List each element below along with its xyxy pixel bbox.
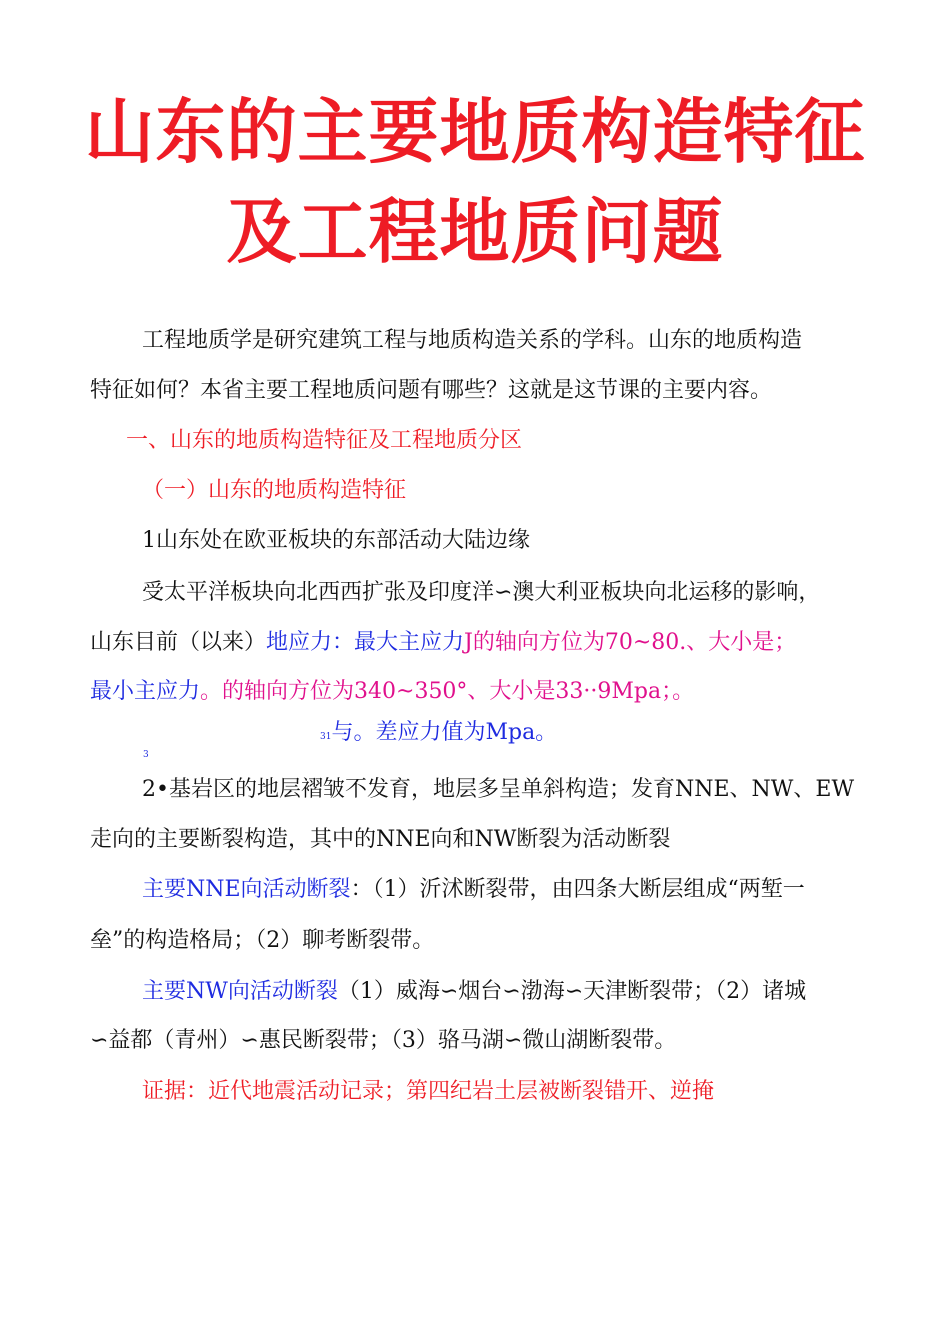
nne-faults-line-2: 垒”的构造格局；（2）聊考断裂带。: [90, 928, 435, 953]
nw-faults-line-1: [142, 977, 806, 1007]
subscript-3: 3: [143, 750, 149, 760]
document-title-line-1: 山东的主要地质构造特征: [84, 91, 866, 173]
nne-faults-text: ：（1）沂沭断裂带，由四条大断层组成“两堑一: [350, 877, 805, 902]
point-1-line-2: [90, 628, 796, 658]
nne-faults-line-1: [142, 875, 805, 905]
subsection-heading-1: （一）山东的地质构造特征: [142, 478, 407, 503]
point-2-line-2: 走向的主要断裂构造，其中的NNE向和NW断裂为活动断裂: [90, 827, 671, 852]
diff-stress-text: 与。差应力值为Mpa。: [331, 720, 558, 745]
intro-line-2: 特征如何？本省主要工程地质问题有哪些？这就是这节课的主要内容。: [90, 378, 773, 403]
max-stress-text: J的轴向方位为70~80.、大小是；: [464, 630, 797, 655]
point-1-heading: 1山东处在欧亚板块的东部活动大陆边缘: [142, 528, 530, 553]
nw-faults-text: （1）威海∽烟台∽渤海∽天津断裂带；（2）诸城: [337, 979, 807, 1004]
point-1-line-3: [90, 677, 694, 707]
point-1-line-1: 受太平洋板块向北西西扩张及印度洋∽澳大利亚板块向北运移的影响，: [142, 580, 821, 605]
intro-line-1: 工程地质学是研究建筑工程与地质构造关系的学科。山东的地质构造: [142, 328, 803, 353]
min-stress-label: 最小主应力: [90, 679, 201, 704]
nw-faults-line-2: ∽益都（青州）∽惠民断裂带；（3）骆马湖∽微山湖断裂带。: [90, 1028, 677, 1053]
nw-faults-label: 主要NW向活动断裂: [142, 979, 338, 1004]
document-title-line-2: 及工程地质问题: [226, 191, 724, 273]
min-stress-text: 。的轴向方位为340~350°、大小是33··9Mpa；。: [200, 679, 695, 704]
subscript-31: 31: [320, 732, 332, 742]
point-1-line-4: [320, 718, 557, 752]
stress-label: 地应力：最大主应力: [266, 630, 465, 655]
nne-faults-label: 主要NNE向活动断裂: [142, 877, 351, 902]
stress-period-text: 山东目前（以来）: [90, 630, 267, 655]
section-heading-1: 一、山东的地质构造特征及工程地质分区: [126, 428, 523, 453]
point-2-line-1: 2•基岩区的地层褶皱不发育，地层多呈单斜构造；发育NNE、NW、EW: [142, 777, 855, 802]
evidence-line: 证据：近代地震活动记录；第四纪岩土层被断裂错开、逆掩: [142, 1079, 715, 1104]
